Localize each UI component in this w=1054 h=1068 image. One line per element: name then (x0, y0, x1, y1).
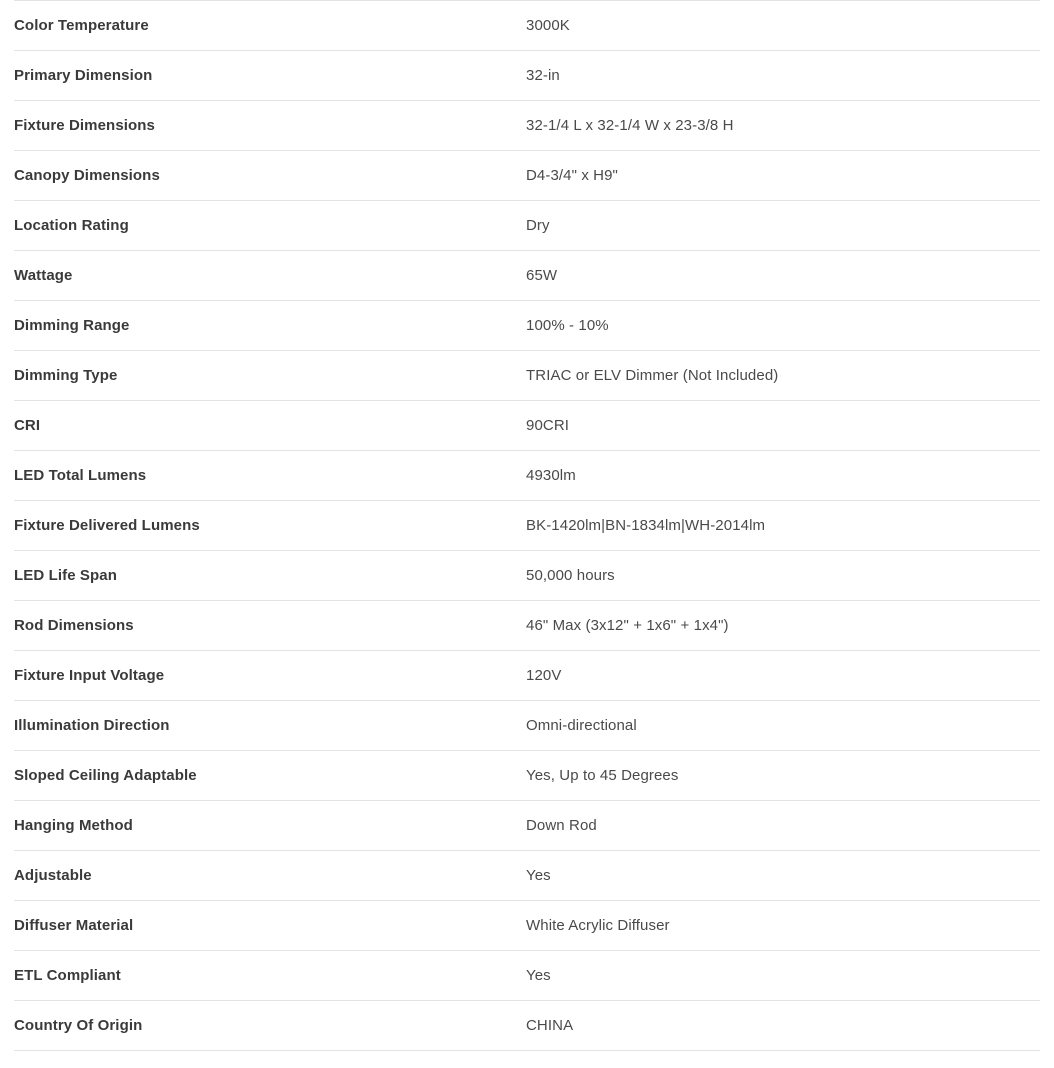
table-row (14, 251, 1040, 301)
spec-value: CHINA (526, 1001, 1040, 1051)
spec-label: Wattage (14, 251, 526, 301)
spec-label: Canopy Dimensions (14, 151, 526, 201)
spec-label: Fixture Dimensions (14, 101, 526, 151)
spec-value: 4930lm (526, 451, 1040, 501)
spec-label: LED Total Lumens (14, 451, 526, 501)
table-row (14, 351, 1040, 401)
table-row (14, 851, 1040, 901)
spec-label: Fixture Delivered Lumens (14, 501, 526, 551)
table-row (14, 301, 1040, 351)
spec-value: Yes, Up to 45 Degrees (526, 751, 1040, 801)
spec-label: Color Temperature (14, 1, 526, 51)
table-row (14, 651, 1040, 701)
table-row (14, 51, 1040, 101)
spec-label: CRI (14, 401, 526, 451)
spec-label: Fixture Input Voltage (14, 651, 526, 701)
spec-label: LED Life Span (14, 551, 526, 601)
spec-value: 46" Max (3x12" + 1x6" + 1x4") (526, 601, 1040, 651)
table-row (14, 101, 1040, 151)
table-row (14, 951, 1040, 1001)
spec-value: Yes (526, 951, 1040, 1001)
spec-value: 120V (526, 651, 1040, 701)
spec-value: Dry (526, 201, 1040, 251)
spec-value: 3000K (526, 1, 1040, 51)
spec-label: Adjustable (14, 851, 526, 901)
spec-value: 32-in (526, 51, 1040, 101)
specifications-table (14, 0, 1040, 1051)
spec-label: Primary Dimension (14, 51, 526, 101)
table-row (14, 501, 1040, 551)
table-row (14, 751, 1040, 801)
table-row (14, 201, 1040, 251)
table-row (14, 901, 1040, 951)
spec-value: 32-1/4 L x 32-1/4 W x 23-3/8 H (526, 101, 1040, 151)
table-row (14, 1, 1040, 51)
specifications-table-body (14, 1, 1040, 1051)
spec-label: Diffuser Material (14, 901, 526, 951)
spec-label: Rod Dimensions (14, 601, 526, 651)
spec-value: Down Rod (526, 801, 1040, 851)
spec-label: ETL Compliant (14, 951, 526, 1001)
spec-value: Yes (526, 851, 1040, 901)
table-row (14, 1001, 1040, 1051)
table-row (14, 701, 1040, 751)
table-row (14, 601, 1040, 651)
spec-label: Location Rating (14, 201, 526, 251)
table-row (14, 451, 1040, 501)
spec-value: BK-1420lm|BN-1834lm|WH-2014lm (526, 501, 1040, 551)
spec-value: White Acrylic Diffuser (526, 901, 1040, 951)
spec-value: TRIAC or ELV Dimmer (Not Included) (526, 351, 1040, 401)
spec-label: Country Of Origin (14, 1001, 526, 1051)
spec-label: Dimming Type (14, 351, 526, 401)
spec-label: Dimming Range (14, 301, 526, 351)
spec-value: D4-3/4" x H9" (526, 151, 1040, 201)
spec-label: Sloped Ceiling Adaptable (14, 751, 526, 801)
table-row (14, 801, 1040, 851)
spec-value: 50,000 hours (526, 551, 1040, 601)
spec-value: Omni-directional (526, 701, 1040, 751)
spec-value: 100% - 10% (526, 301, 1040, 351)
spec-value: 90CRI (526, 401, 1040, 451)
spec-value: 65W (526, 251, 1040, 301)
table-row (14, 551, 1040, 601)
table-row (14, 151, 1040, 201)
table-row (14, 401, 1040, 451)
spec-label: Illumination Direction (14, 701, 526, 751)
spec-label: Hanging Method (14, 801, 526, 851)
